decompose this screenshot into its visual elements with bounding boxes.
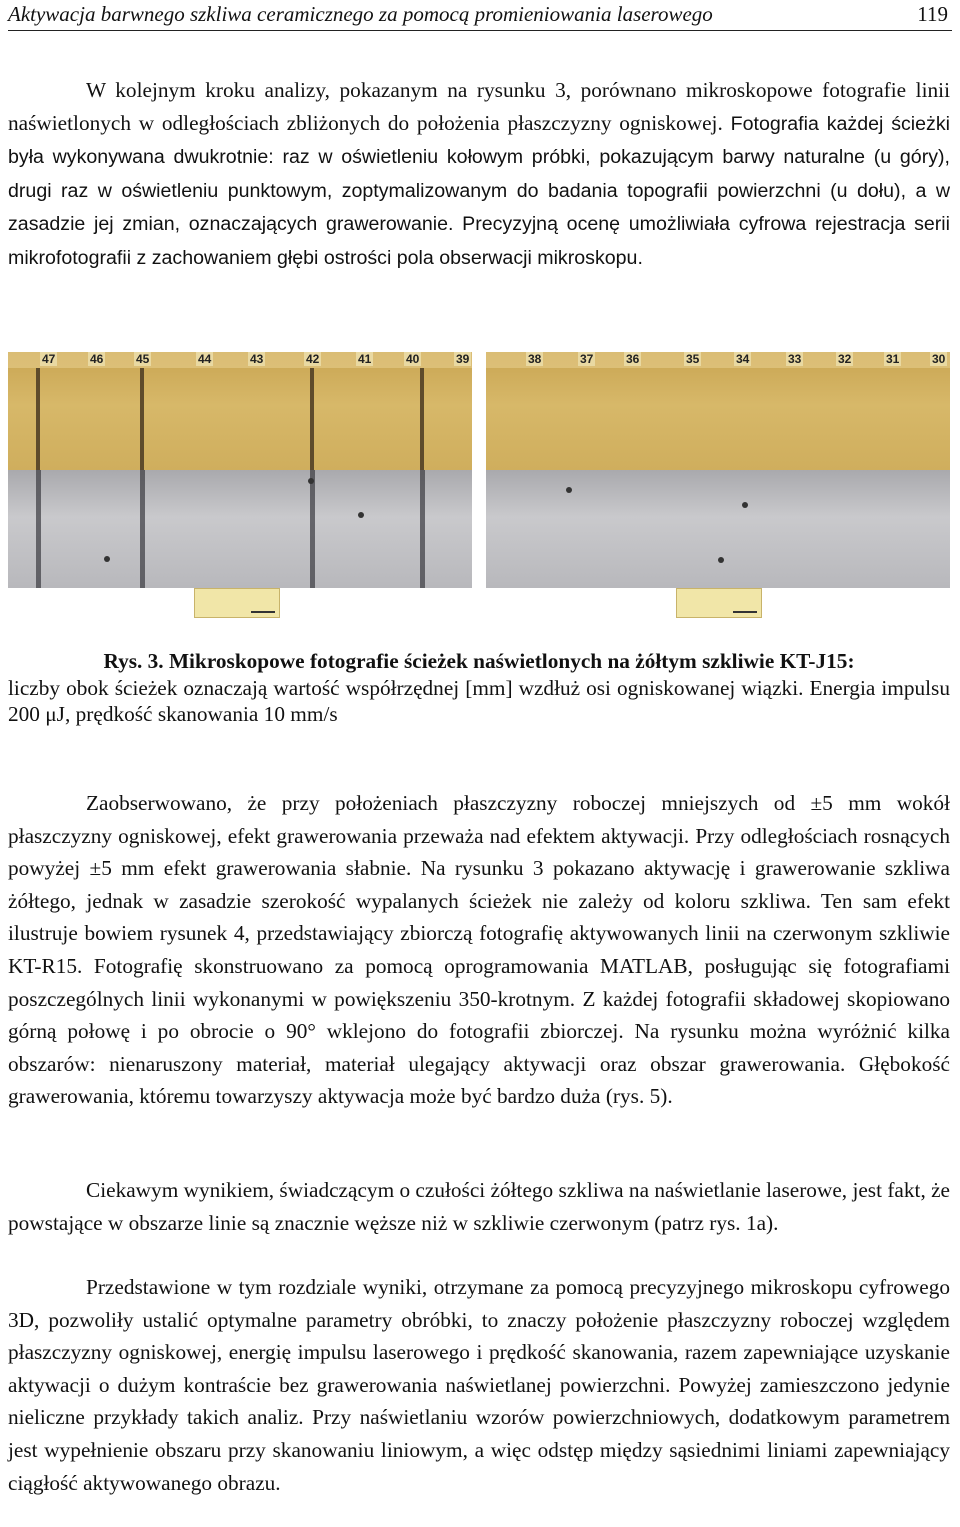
paragraph-intro-part3: Precyzyjną ocenę umożliwiała cyfrowa rejestracja serii mikrofotografii z zachowaniem głębi ostrości pola obserwacji mikroskopu. xyxy=(8,213,950,269)
surface-dot xyxy=(358,512,364,518)
figure-caption-title: Rys. 3. Mikroskopowe fotografie ścieżek naświetlonych na żółtym szkliwie KT-J15: xyxy=(103,649,855,673)
paragraph-engraving xyxy=(8,787,950,1113)
tick-label: 46 xyxy=(90,352,104,366)
scale-bar-left xyxy=(194,588,280,618)
paragraph-conclusion xyxy=(8,1271,950,1499)
tick-label: 31 xyxy=(886,352,900,366)
scale-bar-line xyxy=(733,611,757,613)
tick-label: 45 xyxy=(136,352,150,366)
figure-micrographs xyxy=(8,352,950,622)
tick-label: 35 xyxy=(686,352,700,366)
tick-label: 32 xyxy=(838,352,852,366)
paragraph-sensitivity: Ciekawym wynikiem, świadczącym o czułości żółtego szkliwa na naświetlanie laserowe, jest fakt, że powstające w obszarze linie są znacznie węższe niż w szkliwie czerwonym (patrz rys. 1a). xyxy=(8,1178,951,1235)
scale-bar-line xyxy=(251,611,275,613)
path-line xyxy=(140,368,144,470)
micrograph-left-spot-light xyxy=(8,470,472,588)
tick-label: 30 xyxy=(932,352,946,366)
paragraph-intro-part2: Fotografia każdej ścieżki była wykonywana dwukrotnie: raz w oświetleniu kołowym próbki, pokazującym barwy naturalne (u góry), drugi raz w oświetleniu punktowym, zoptymalizowanym do badania topografii powierzchni (u dołu), a w zasadzie jej zmian, oznaczających grawerowanie. xyxy=(8,112,951,236)
tick-label: 33 xyxy=(788,352,802,366)
scale-bar-right xyxy=(676,588,762,618)
path-line xyxy=(310,470,315,588)
surface-dot xyxy=(566,487,572,493)
micrograph-right-natural-light xyxy=(486,352,950,470)
page-number: 119 xyxy=(917,2,948,26)
tick-label: 44 xyxy=(198,352,212,366)
path-line xyxy=(310,368,314,470)
surface-dot xyxy=(308,478,314,484)
surface-dot xyxy=(104,556,110,562)
micrograph-left xyxy=(8,352,472,588)
path-line xyxy=(36,470,41,588)
running-head-title: Aktywacja barwnego szkliwa ceramicznego za pomocą promieniowania laserowego xyxy=(8,2,713,26)
surface-dot xyxy=(718,557,724,563)
paragraph-conclusion-part2: Przy naświetlaniu wzorów powierzchniowych, dodatkowym parametrem jest wypełnienie obszaru przy skanowaniu liniowym, a więc odstęp między sąsiednimi liniami zapewniający ciągłość aktywowanego obrazu. xyxy=(8,1405,951,1495)
paragraph-engraving-part2: Na rysunku 3 pokazano aktywację i grawerowanie szkliwa żółtego, jednak w zasadzie szerokość wypalanych ścieżek nie zależy od koloru szkliwa. Ten sam efekt ilustruje bowiem rysunek 4, przedstawiający zbiorczą fotografię aktywowanych linii na czerwonym szkliwie KT-R15. Fotografię skonstruowano za pomocą oprogramowania MATLAB, posługując się fotografiami poszczególnych linii wykonanymi w powiększeniu 350-krotnym. Z każdej fotografii składowej skopiowano górną połowę i po obrocie o 90° wklejono do fotografii zbiorczej. Na rysunku można wyróżnić kilka obszarów: nienaruszony materiał, materiał ulegający aktywacji oraz obszar grawerowania. Głębokość grawerowania, któremu towarzyszy aktywacja może być bardzo duża (rys. 5). xyxy=(8,856,950,1109)
figure-caption xyxy=(8,648,950,728)
figure-caption-body: liczby obok ścieżek oznaczają wartość współrzędnej [mm] wzdłuż osi ogniskowanej wiązki. Energia impulsu 200 μJ, prędkość skanowania 10 mm/s xyxy=(8,675,950,726)
running-head xyxy=(8,0,952,31)
paragraph-intro xyxy=(8,74,950,275)
tick-label: 38 xyxy=(528,352,542,366)
ruler-left xyxy=(8,352,472,368)
micrograph-right-spot-light xyxy=(486,470,950,588)
tick-label: 39 xyxy=(456,352,470,366)
tick-label: 42 xyxy=(306,352,320,366)
paragraph-intro-part1: W kolejnym kroku analizy, pokazanym na rysunku 3, porównano mikroskopowe fotografie linii naświetlonych w odległościach zbliżonych do położenia płaszczyzny ogniskowej. xyxy=(8,78,950,135)
path-line xyxy=(420,368,424,470)
surface-dot xyxy=(742,502,748,508)
tick-label: 40 xyxy=(406,352,420,366)
tick-label: 37 xyxy=(580,352,594,366)
paragraph-engraving-part1: Zaobserwowano, że przy położeniach płaszczyzny roboczej mniejszych od ±5 mm wokół płaszczyzny ogniskowej, efekt grawerowania przeważa nad efektem aktywacji. Przy odległościach rosnących powyżej ±5 mm efekt grawerowania słabnie. xyxy=(8,791,950,881)
ruler-right xyxy=(486,352,950,368)
tick-label: 43 xyxy=(250,352,264,366)
tick-label: 36 xyxy=(626,352,640,366)
path-line xyxy=(420,470,425,588)
path-line xyxy=(140,470,145,588)
micrograph-left-natural-light xyxy=(8,352,472,470)
tick-label: 41 xyxy=(358,352,372,366)
micrograph-right xyxy=(486,352,950,588)
path-line xyxy=(36,368,40,470)
tick-label: 47 xyxy=(42,352,56,366)
paragraph-conclusion-part1: Przedstawione w tym rozdziale wyniki, otrzymane za pomocą precyzyjnego mikroskopu cyfrowego 3D, pozwoliły ustalić optymalne parametry obróbki, to znaczy położenie płaszczyzny roboczej względem płaszczyzny ogniskowej, energię impulsu laserowego i prędkość skanowania, razem zapewniające uzyskanie aktywacji o dużym kontraście bez grawerowania naświetlanej powierzchni. Powyżej zamieszczono jedynie nieliczne przykłady takich analiz. xyxy=(8,1275,950,1430)
tick-label: 34 xyxy=(736,352,750,366)
